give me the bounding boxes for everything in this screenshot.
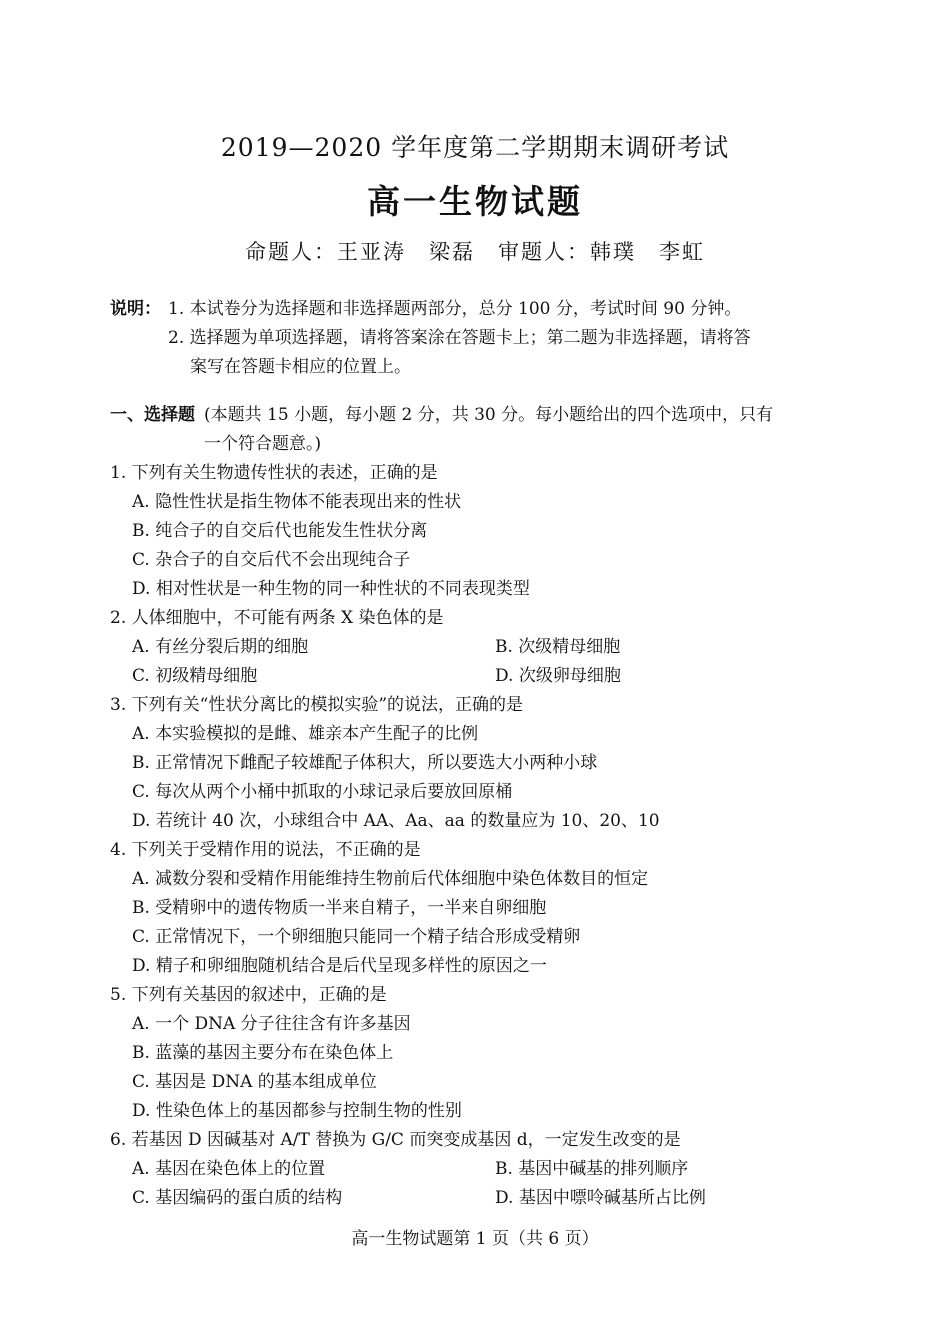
option-a: A. 一个 DNA 分子往往含有许多基因 (132, 1014, 411, 1034)
option-b: B. 纯合子的自交后代也能发生性状分离 (132, 521, 428, 541)
option-b: B. 正常情况下雌配子较雄配子体积大，所以要选大小两种小球 (132, 753, 598, 773)
option-c: C. 初级精母细胞 (132, 666, 258, 686)
exam-title: 2019—2020 学年度第二学期期末调研考试 (220, 133, 730, 162)
section-description-line-2: 一个符合题意。) (204, 434, 322, 454)
question-stem: 4. 下列关于受精作用的说法，不正确的是 (110, 840, 421, 860)
option-d: D. 基因中嘌呤碱基所占比例 (495, 1188, 706, 1208)
option-a: A. 基因在染色体上的位置 (132, 1159, 326, 1179)
subject-title: 高一生物试题 (367, 182, 583, 221)
option-a: A. 减数分裂和受精作用能维持生物前后代体细胞中染色体数目的恒定 (132, 869, 649, 889)
instruction-item-2-line-1: 2. 选择题为单项选择题，请将答案涂在答题卡上；第二题为非选择题，请将答 (168, 328, 751, 348)
page-footer: 高一生物试题第 1 页（共 6 页） (351, 1229, 599, 1249)
instruction-item-1: 1. 本试卷分为选择题和非选择题两部分，总分 100 分，考试时间 90 分钟。 (168, 299, 742, 319)
option-c: C. 正常情况下，一个卵细胞只能同一个精子结合形成受精卵 (132, 927, 581, 947)
option-a: A. 隐性性状是指生物体不能表现出来的性状 (132, 492, 462, 512)
option-d: D. 相对性状是一种生物的同一种性状的不同表现类型 (132, 579, 530, 599)
option-d: D. 若统计 40 次，小球组合中 AA、Aa、aa 的数量应为 10、20、10 (132, 811, 660, 831)
option-d: D. 性染色体上的基因都参与控制生物的性别 (132, 1101, 462, 1121)
question-stem: 5. 下列有关基因的叙述中，正确的是 (110, 985, 387, 1005)
option-d: D. 次级卵母细胞 (495, 666, 621, 686)
option-a: A. 有丝分裂后期的细胞 (132, 637, 309, 657)
option-b: B. 蓝藻的基因主要分布在染色体上 (132, 1043, 394, 1063)
question-stem: 1. 下列有关生物遗传性状的表述，正确的是 (110, 463, 438, 483)
instruction-item-2-line-2: 案写在答题卡相应的位置上。 (190, 357, 411, 377)
option-d: D. 精子和卵细胞随机结合是后代呈现多样性的原因之一 (132, 956, 547, 976)
option-b: B. 基因中碱基的排列顺序 (495, 1159, 689, 1179)
option-c: C. 基因是 DNA 的基本组成单位 (132, 1072, 377, 1092)
option-b: B. 受精卵中的遗传物质一半来自精子，一半来自卵细胞 (132, 898, 547, 918)
question-stem: 3. 下列有关“性状分离比的模拟实验”的说法，正确的是 (110, 695, 524, 715)
option-a: A. 本实验模拟的是雌、雄亲本产生配子的比例 (132, 724, 479, 744)
section-title: 一、选择题 (110, 405, 195, 425)
option-c: C. 杂合子的自交后代不会出现纯合子 (132, 550, 411, 570)
option-b: B. 次级精母细胞 (495, 637, 621, 657)
question-stem: 6. 若基因 D 因碱基对 A/T 替换为 G/C 而突变成基因 d，一定发生改变的是 (110, 1130, 681, 1150)
option-c: C. 基因编码的蛋白质的结构 (132, 1188, 343, 1208)
authors-line: 命题人：王亚涛 梁磊 审题人：韩璞 李虹 (245, 240, 705, 264)
option-c: C. 每次从两个小桶中抓取的小球记录后要放回原桶 (132, 782, 513, 802)
question-stem: 2. 人体细胞中，不可能有两条 X 染色体的是 (110, 608, 444, 628)
section-description-line-1: (本题共 15 小题，每小题 2 分，共 30 分。每小题给出的四个选项中，只有 (204, 405, 774, 425)
instructions-label: 说明： (110, 299, 161, 319)
